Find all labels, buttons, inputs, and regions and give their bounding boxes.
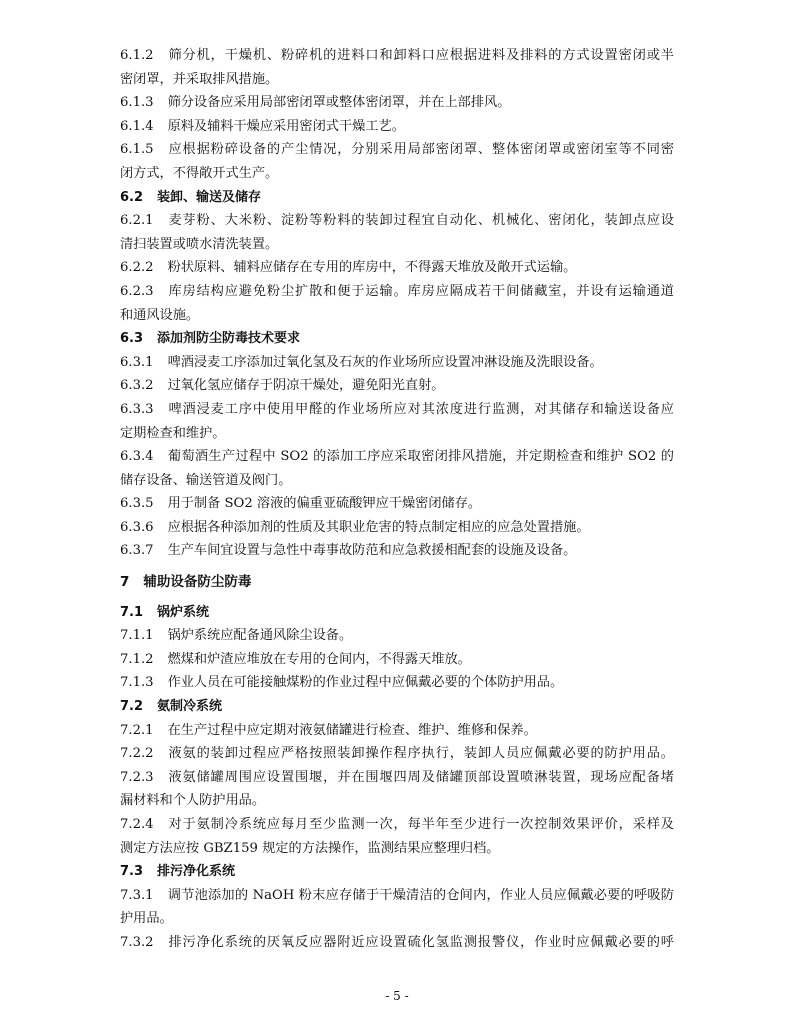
clause-text: 应根据各种添加剂的性质及其职业危害的特点制定相应的应急处置措施。 (167, 519, 590, 535)
clause-line (120, 539, 674, 563)
clause-number: 6.3.3 (120, 401, 154, 417)
clause-number: 6.3.1 (120, 354, 154, 370)
clause-text: 应根据粉碎设备的产尘情况，分别采用局部密闭罩、整体密闭罩或密闭室等不同密 (167, 142, 674, 158)
clause-line (120, 624, 674, 648)
clause-text: 对于氨制冷系统应每月至少监测一次，每半年至少进行一次控制效果评价，采样及 (167, 817, 674, 832)
clause-number: 7.2.2 (120, 746, 154, 762)
clause-text: 清扫装置或喷水清洗装置。 (120, 236, 279, 252)
clause-text: 测定方法应按 GBZ159 规定的方法操作，监测结果应整理归档。 (120, 840, 500, 856)
clause-line (120, 209, 674, 233)
clause-line (120, 884, 674, 908)
clause-line (120, 256, 674, 280)
clause-text: 密闭罩，并采取排风措施。 (120, 71, 279, 87)
subsection-heading (120, 695, 674, 719)
clause-text: 锅炉系统应配备通风除尘设备。 (167, 628, 353, 644)
clause-number: 6.1.4 (120, 118, 154, 134)
clause-line (120, 91, 674, 115)
clause-number: 6.3.6 (120, 519, 154, 535)
clause-number: 6.1.5 (120, 142, 154, 158)
clause-text: 粉状原料、辅料应储存在专用的库房中，不得露天堆放及敞开式运输。 (167, 260, 577, 276)
clause-text: 氨制冷系统 (157, 699, 223, 715)
clause-number: 7.1 (120, 604, 144, 620)
clause-continuation-line (120, 162, 674, 186)
clause-line (120, 44, 674, 68)
clause-text: 葡萄酒生产过程中 SO2 的添加工序应采取密闭排风措施，并定期检查和维护 SO2 的 (167, 449, 674, 465)
clause-text: 定期检查和维护。 (120, 425, 226, 441)
subsection-heading (120, 601, 674, 625)
clause-number: 6.3.5 (120, 496, 154, 512)
clause-line (120, 374, 674, 398)
clause-line (120, 280, 674, 304)
clause-number: 6.2.1 (120, 213, 154, 229)
subsection-heading (120, 327, 674, 351)
clause-number: 6.3 (120, 331, 144, 347)
clause-text: 储存设备、输送管道及阀门。 (120, 472, 292, 488)
clause-text: 装卸、输送及储存 (157, 189, 262, 205)
clause-number: 7.3 (120, 864, 144, 880)
clause-number: 6.3.4 (120, 449, 154, 465)
clause-line (120, 115, 674, 139)
clause-number: 6.2.3 (120, 283, 154, 299)
section-heading (120, 571, 674, 595)
clause-continuation-line (120, 837, 674, 861)
clause-number: 6.1.3 (120, 95, 154, 111)
clause-number: 6.2.2 (120, 260, 154, 276)
clause-continuation-line (120, 789, 674, 813)
clause-number: 7.3.2 (120, 934, 154, 950)
clause-number: 7.2.1 (120, 722, 154, 738)
clause-text: 闭方式，不得敞开式生产。 (120, 165, 279, 181)
clause-text: 原料及辅料干燥应采用密闭式干燥工艺。 (167, 118, 405, 134)
clause-number: 7.1.2 (120, 651, 154, 667)
clause-text: 筛分设备应采用局部密闭罩或整体密闭罩，并在上部排风。 (167, 95, 511, 111)
clause-text: 用于制备 SO2 溶液的偏重亚硫酸钾应干燥密闭储存。 (167, 496, 482, 512)
clause-line (120, 138, 674, 162)
clause-line (120, 516, 674, 540)
clause-line (120, 931, 674, 955)
clause-text: 添加剂防尘防毒技术要求 (157, 331, 301, 347)
clause-line (120, 766, 674, 790)
clause-text: 库房结构应避免粉尘扩散和便于运输。库房应隔成若干间储藏室，并设有运输通道 (167, 283, 674, 299)
clause-text: 过氧化氢应储存于阴凉干燥处，避免阳光直射。 (167, 378, 445, 394)
clause-number: 7.1.3 (120, 675, 154, 691)
clause-number: 7.2.4 (120, 817, 154, 832)
clause-text: 作业人员在可能接触煤粉的作业过程中应佩戴必要的个体防护用品。 (167, 675, 564, 691)
clause-text: 在生产过程中应定期对液氨储罐进行检查、维护、维修和保养。 (167, 722, 537, 738)
clause-number: 6.3.2 (120, 378, 154, 394)
clause-text: 排污净化系统的厌氧反应器附近应设置硫化氢监测报警仪，作业时应佩戴必要的呼 (167, 934, 674, 950)
subsection-heading (120, 860, 674, 884)
clause-number: 6.2 (120, 189, 144, 205)
clause-text: 排污净化系统 (157, 864, 236, 880)
clause-text: 燃煤和炉渣应堆放在专用的仓间内，不得露天堆放。 (167, 651, 471, 667)
clause-text: 护用品。 (120, 911, 173, 927)
clause-number: 6.3.7 (120, 543, 154, 559)
document-body (120, 44, 674, 955)
clause-continuation-line (120, 304, 674, 328)
clause-text: 调节池添加的 NaOH 粉末应存储于干燥清洁的仓间内，作业人员应佩戴必要的呼吸防 (167, 887, 674, 903)
clause-number: 7.1.1 (120, 628, 154, 644)
clause-text: 筛分机，干燥机、粉碎机的进料口和卸料口应根据进料及排料的方式设置密闭或半 (167, 48, 674, 63)
clause-text: 啤酒浸麦工序中使用甲醛的作业场所应对其浓度进行监测，对其储存和输送设备应 (167, 401, 674, 417)
clause-continuation-line (120, 469, 674, 493)
page-number: - 5 - (385, 989, 409, 1003)
clause-line (120, 398, 674, 422)
clause-text: 液氨储罐周围应设置围堰，并在围堰四周及储罐顶部设置喷淋装置，现场应配备堵 (167, 769, 674, 785)
clause-continuation-line (120, 68, 674, 92)
clause-text: 麦芽粉、大米粉、淀粉等粉料的装卸过程宜自动化、机械化、密闭化，装卸点应设 (167, 213, 674, 229)
clause-continuation-line (120, 233, 674, 257)
clause-line (120, 492, 674, 516)
clause-line (120, 445, 674, 469)
clause-text: 液氨的装卸过程应严格按照装卸操作程序执行，装卸人员应佩戴必要的防护用品。 (167, 746, 674, 762)
clause-number: 7.2 (120, 699, 144, 715)
clause-number: 7.2.3 (120, 769, 154, 785)
clause-text: 辅助设备防尘防毒 (143, 574, 252, 591)
clause-text: 啤酒浸麦工序添加过氧化氢及石灰的作业场所应设置冲淋设施及洗眼设备。 (167, 354, 603, 370)
clause-line (120, 813, 674, 837)
clause-number: 7 (120, 574, 130, 591)
clause-text: 锅炉系统 (157, 604, 210, 620)
clause-continuation-line (120, 422, 674, 446)
clause-number: 6.1.2 (120, 48, 154, 63)
clause-line (120, 742, 674, 766)
clause-line (120, 719, 674, 743)
clause-text: 漏材料和个人防护用品。 (120, 793, 266, 809)
clause-line (120, 671, 674, 695)
subsection-heading (120, 186, 674, 210)
clause-line (120, 351, 674, 375)
clause-line (120, 648, 674, 672)
clause-text: 生产车间宜设置与急性中毒事故防范和应急救援相配套的设施及设备。 (167, 543, 577, 559)
clause-continuation-line (120, 907, 674, 931)
clause-number: 7.3.1 (120, 887, 154, 903)
clause-text: 和通风设施。 (120, 307, 200, 323)
